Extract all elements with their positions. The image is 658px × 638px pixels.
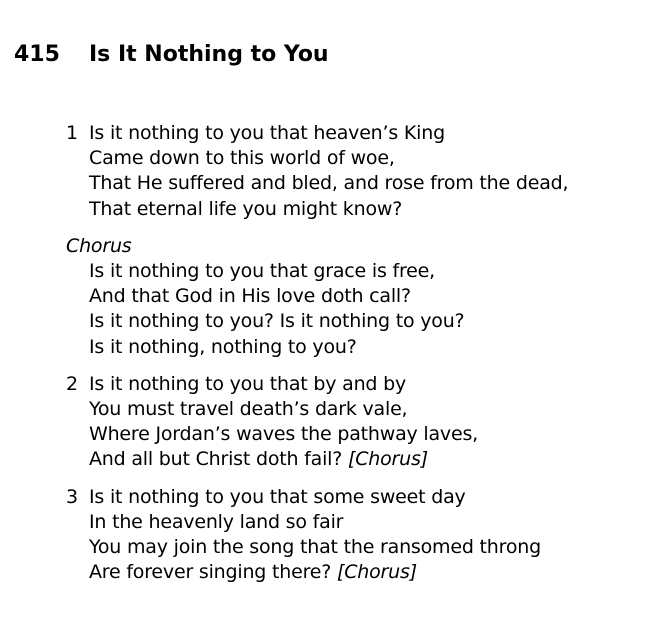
hymn-title: Is It Nothing to You xyxy=(89,42,329,67)
stanza-2 xyxy=(66,372,568,473)
lyric-text: Is it nothing, nothing to you? xyxy=(89,335,357,358)
lyric-line xyxy=(66,560,568,585)
lyric-line xyxy=(66,335,568,360)
lyric-text: And all but Christ doth fail? xyxy=(89,448,343,471)
stanza-number: 3 xyxy=(66,485,78,508)
lyric-text: You must travel death’s dark vale, xyxy=(89,398,408,421)
lyric-text: That eternal life you might know? xyxy=(89,197,403,220)
lyric-line xyxy=(66,284,568,309)
lyric-text: Is it nothing to you that some sweet day xyxy=(89,485,466,508)
chorus-reference: [Chorus] xyxy=(348,448,428,471)
chorus-label: Chorus xyxy=(66,234,132,257)
lyrics xyxy=(66,121,568,597)
lyric-line xyxy=(66,197,568,222)
lyric-line xyxy=(66,171,568,196)
chorus-reference: [Chorus] xyxy=(337,561,417,584)
chorus xyxy=(66,234,568,360)
lyric-text: Is it nothing to you that by and by xyxy=(89,372,407,395)
lyric-text: Where Jordan’s waves the pathway laves, xyxy=(89,423,479,446)
lyric-line xyxy=(66,372,568,397)
stanza-number: 1 xyxy=(66,122,78,144)
lyric-line xyxy=(66,121,568,146)
hymn-header xyxy=(14,40,329,70)
lyric-text: Are forever singing there? xyxy=(89,561,332,584)
lyric-line xyxy=(66,485,568,510)
lyric-line xyxy=(66,510,568,535)
lyric-line xyxy=(66,422,568,447)
lyric-text: Came down to this world of woe, xyxy=(89,147,395,170)
lyric-text: That He suffered and bled, and rose from the dead, xyxy=(89,172,569,195)
lyric-line xyxy=(66,309,568,334)
lyric-text: Is it nothing to you? Is it nothing to you? xyxy=(89,310,465,333)
lyric-line xyxy=(66,397,568,422)
lyric-text: You may join the song that the ransomed throng xyxy=(89,536,541,559)
lyric-text: Is it nothing to you that heaven’s King xyxy=(89,122,445,144)
hymn-number: 415 xyxy=(14,42,60,67)
lyric-text: And that God in His love doth call? xyxy=(89,285,411,308)
stanza-1 xyxy=(66,121,568,222)
lyric-text: Is it nothing to you that grace is free, xyxy=(89,260,435,283)
lyric-line xyxy=(66,259,568,284)
stanza-number: 2 xyxy=(66,372,78,395)
lyric-line xyxy=(66,447,568,472)
lyric-line xyxy=(66,146,568,171)
stanza-3 xyxy=(66,485,568,586)
lyric-text: In the heavenly land so fair xyxy=(89,510,344,533)
lyric-line xyxy=(66,535,568,560)
